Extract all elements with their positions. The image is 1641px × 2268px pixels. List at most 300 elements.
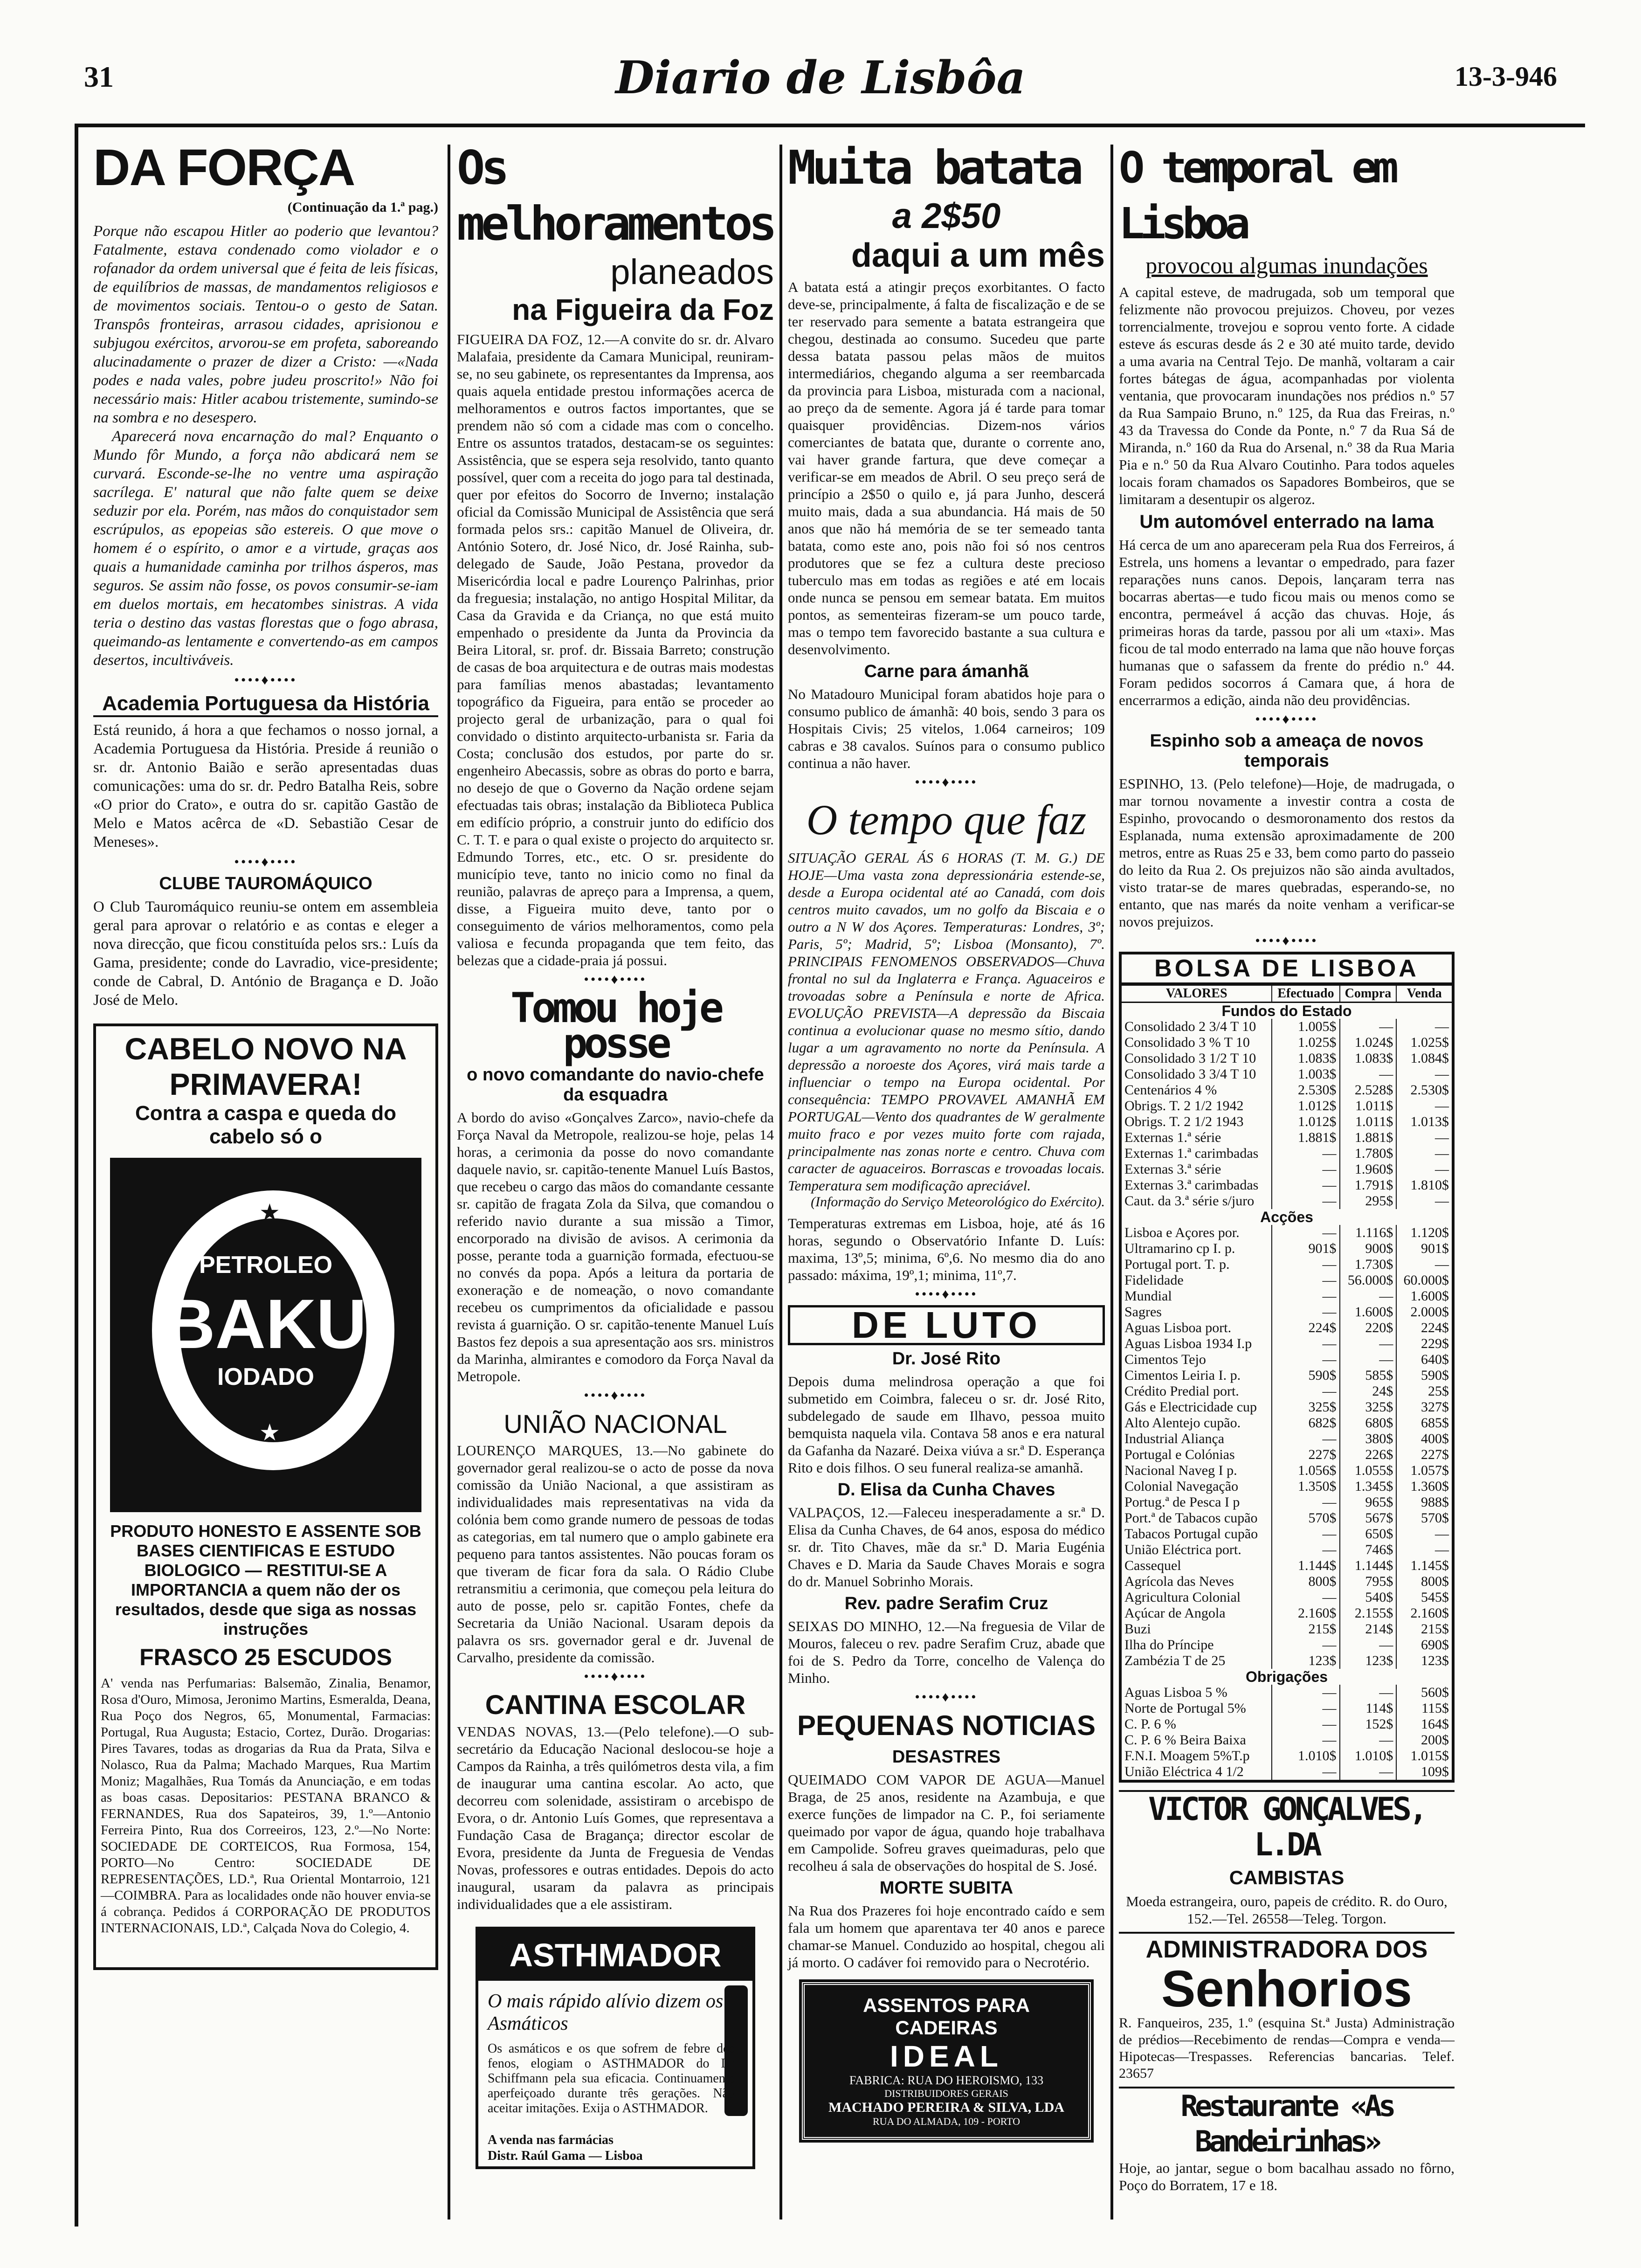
table-row: [1122, 1288, 1452, 1304]
price-cell: —: [1396, 1542, 1452, 1558]
price-cell: —: [1396, 1526, 1452, 1542]
price-cell: —: [1396, 1257, 1452, 1272]
price-cell: —: [1396, 1066, 1452, 1082]
tempo-text: SITUAÇÃO GERAL ÁS 6 HORAS (T. M. G.) DE HOJE—Uma vasta zona depressionária estende-se, desde a Europa ocidental até ao Canadá, com dois centros muito cavados, um no golfo da Biscaia e o outro a N W dos Açores. Temperaturas: Londres, 3º; Paris, 5º; Madrid, 5º; Lisboa (Monsanto), 7º. PRINCIPAIS FENOMENOS OBSERVADOS—Chuva frontal no sul da Inglaterra e França. Aguaceiros e trovoadas sobre a Península e norte de Africa. EVOLUÇÃO PREVISTA—A depressão da Biscaia continua a evolucionar quase no mesmo sítio, dando lugar a um agravamento no norte da Península. A depressão a noroeste dos Açores, virá mais tarde a influenciar o tempo na Europa ocidental. Por consequência: TEMPO PROVAVEL AMANHÃ EM PORTUGAL—Vento dos quadrantes de W geralmente muito fraco e por vezes muito forte com rajada, principalmente nas zonas norte e centro. Chuva com caracter de aguaceiros. Borrascas e trovoadas locais. Temperatura sem modificação apreciável.: [788, 850, 1105, 1194]
security-name: Ultramarino cp I. p.: [1124, 1241, 1235, 1256]
price-cell: —: [1272, 1685, 1339, 1701]
separator: ••••♦••••: [234, 672, 297, 688]
price-cell: 400$: [1396, 1431, 1452, 1447]
security-name: Externas 3.ª série: [1124, 1162, 1221, 1177]
price-cell: 795$: [1340, 1574, 1397, 1590]
price-cell: 1.025$: [1396, 1035, 1452, 1051]
price-cell: —: [1272, 1257, 1339, 1272]
price-cell: —: [1272, 1494, 1339, 1510]
adm-big: Senhorios: [1161, 1960, 1412, 2018]
adm-text: R. Fanqueiros, 235, 1.º (esquina St.ª Justa) Administração de prédios—Recebimento de rendas—Compra e venda—Hipotecas—Trespasses. Referencias bancarias. Telef. 23657: [1119, 2015, 1455, 2081]
headline-posse: Tomou hoje posse: [510, 984, 720, 1067]
price-cell: 25$: [1396, 1383, 1452, 1399]
separator: ••••♦••••: [584, 972, 647, 987]
table-row: [1122, 1716, 1452, 1732]
headline-planeados: planeados: [610, 252, 774, 292]
price-cell: 1.010$: [1340, 1748, 1397, 1764]
security-name: Portug.ª de Pesca I p: [1124, 1494, 1240, 1510]
headline-inundacoes: provocou algumas inundações: [1145, 252, 1428, 278]
price-cell: 1.025$: [1272, 1035, 1339, 1051]
security-name: União Eléctrica 4 1/2: [1124, 1764, 1244, 1779]
price-cell: 1.083$: [1340, 1051, 1397, 1066]
price-cell: 901$: [1396, 1241, 1452, 1257]
bolsa-section-title: Fundos do Estado: [1221, 1003, 1352, 1019]
ad-sale: A venda nas farmácias: [488, 2133, 614, 2147]
issue-date: 13-3-946: [1455, 61, 1557, 92]
espinho-heading: Espinho sob a ameaça de novos temporais: [1150, 731, 1424, 771]
col-header: Efectuado: [1272, 985, 1339, 1003]
column-rule: [1110, 145, 1113, 2220]
table-row: [1122, 1605, 1452, 1621]
security-name: Cimentos Leiria I. p.: [1124, 1368, 1241, 1383]
price-cell: —: [1272, 1146, 1339, 1162]
price-cell: 1.011$: [1340, 1098, 1397, 1114]
price-cell: 585$: [1340, 1368, 1397, 1383]
price-cell: 640$: [1396, 1352, 1452, 1368]
price-cell: 2.155$: [1340, 1605, 1397, 1621]
price-cell: 1.600$: [1396, 1288, 1452, 1304]
ad-price: FRASCO 25 ESCUDOS: [139, 1644, 392, 1670]
price-cell: 1.600$: [1340, 1304, 1397, 1320]
price-cell: —: [1272, 1352, 1339, 1368]
column-rule: [448, 145, 450, 2220]
academia-text: Está reunido, á hora a que fechamos o nosso jornal, a Academia Portuguesa da História. Preside á reunião o sr. dr. Antonio Baião e serão apresentadas duas comunicações: uma do sr. dr. Pedro Batalha Reis, sobre «O prior do Crato», e outra do sr. capitão Gastão de Melo e Matos acêrca de «D. Sebastião Cesar de Meneses».: [93, 722, 438, 850]
table-row: [1122, 1590, 1452, 1605]
headline-tempo: O tempo que faz: [806, 796, 1087, 844]
headline-temporal: O temporal em Lisboa: [1119, 143, 1394, 249]
table-row: [1122, 1383, 1452, 1399]
price-cell: 2.000$: [1396, 1304, 1452, 1320]
price-cell: 164$: [1396, 1716, 1452, 1732]
separator: ••••♦••••: [234, 854, 297, 870]
cantina-article: VENDAS NOVAS, 13.—(Pelo telefone).—O sub-secretário da Educação Nacional deslocou-se hoje a Campos da Rainha, a três quilómetros desta vila, a fim de inaugurar uma cantina escolar. Ao acto, que decorreu com solenidade, assistiram o arcebispo de Evora, o dr. Antonio Luís Gomes, que representava a Fundação Casa de Bragança; director escolar de Evora, presidente da Junta de Freguesia de Vendas Novas, professores e outras entidades. Depois do acto inaugural, usaram da palavra as principais individualidades que a ele assistiram.: [457, 1723, 774, 1912]
luto-sub-1: Dr. José Rito: [892, 1349, 1001, 1369]
price-cell: 224$: [1272, 1320, 1339, 1336]
senhorios-ad: [1119, 1932, 1455, 2082]
price-cell: —: [1396, 1193, 1452, 1209]
security-name: Consolidado 3 % T 10: [1124, 1035, 1250, 1050]
espinho-text: ESPINHO, 13. (Pelo telefone)—Hoje, de madrugada, o mar tornou novamente a investir contra a costa de Espinho, provocando o desmoronamento dos restos da Esplanada, numa extensão aproximadamente de 200 metros, entre as Ruas 25 e 33, bem como parto do passeio do leito da Rua 2. Os prejuizos não são ainda avultados, visto tratar-se de mares quebradas, esperando-se, no entanto, que nas marés da noite venham a verificar-se novos prejuizos.: [1119, 775, 1455, 930]
headline-uniao: UNIÃO NACIONAL: [503, 1409, 727, 1438]
security-name: Cassequel: [1124, 1558, 1181, 1573]
security-name: Sagres: [1124, 1304, 1162, 1320]
col-header: Compra: [1340, 985, 1397, 1003]
security-name: Fidelidade: [1124, 1272, 1184, 1288]
table-row: [1122, 1558, 1452, 1574]
ad-guarantee: PRODUTO HONESTO E ASSENTE SOB BASES CIENTIFICAS E ESTUDO BIOLOGICO — RESTITUI-SE A IMPORTANCIA a quem não der os resultados, desde que siga as nossas instruções: [110, 1521, 421, 1639]
price-cell: 1.003$: [1272, 1066, 1339, 1082]
security-name: Crédito Predial port.: [1124, 1383, 1239, 1399]
security-name: Gás e Electricidade cup: [1124, 1399, 1257, 1415]
price-cell: 690$: [1396, 1637, 1452, 1653]
price-cell: 327$: [1396, 1399, 1452, 1415]
price-cell: —: [1340, 1352, 1397, 1368]
carne-text: No Matadouro Municipal foram abatidos hoje para o consumo publico de ámanhã: 40 bois, sendo 3 para os Hospitais Civis; 25 vitelos, 1.064 carneiros; 109 cabras e 38 cavalos. Suínos para o consumo publico continua a não haver.: [788, 686, 1105, 771]
ad-line-6: RUA DO ALMADA, 109 - PORTO: [872, 2116, 1020, 2127]
column-3: [788, 140, 1105, 2140]
security-name: Centenários 4 %: [1124, 1082, 1217, 1098]
table-row: [1122, 1399, 1452, 1415]
price-cell: —: [1272, 1304, 1339, 1320]
batata-article: A batata está a atingir preços exorbitantes. O facto deve-se, principalmente, á falta de fiscalização e de se ter reservado para semente a batata estrangeira que chegou, destinada ao consumo. Sucedeu que parte dessa batata passou pelas mãos de muitos intermediários, chegando alguma a ser reembarcada da provincia para Lisboa, misturada com a nacional, ao preço da de semente. Agora já é tarde para tomar quaisquer providências. Dizem-nos vários comerciantes de batata que, durante o corrente ano, vai haver grande fartura, que deve começar a verificar-se em meados de Abril. O seu preço será de princípio a 2$50 o quilo e, já para Junho, descerá muito mais, dada a sua abundancia. Há mais de 50 anos que não há memória de se ter semeado tanta batata, como este ano, pois não foi só nos centros produtores que se fez a cultura deste precioso tuberculo mas em todas as regiões e até em locais onde nunca se pensou em semear batata. Em muitos pontos, as sementeiras fizeram-se um pouco tarde, mas o tempo tem favorecido bastante a sua cultura e desenvolvimento.: [788, 279, 1105, 657]
price-cell: —: [1272, 1764, 1339, 1780]
price-cell: —: [1340, 1637, 1397, 1653]
ad-line-3: FABRICA: RUA DO HEROISMO, 133: [849, 2074, 1044, 2087]
table-row: [1122, 1732, 1452, 1748]
vg-text: Moeda estrangeira, ouro, papeis de crédito. R. do Ouro, 152.—Tel. 26558—Teleg. Torgon.: [1126, 1893, 1448, 1927]
price-cell: —: [1272, 1162, 1339, 1177]
price-cell: —: [1272, 1383, 1339, 1399]
price-cell: 1.011$: [1340, 1114, 1397, 1130]
bolsa-section-row: [1122, 1669, 1452, 1685]
price-cell: 901$: [1272, 1241, 1339, 1257]
price-cell: 227$: [1396, 1447, 1452, 1463]
pn-text-2: Na Rua dos Prazeres foi hoje encontrado caído e sem fala um homem que aparentava ter 40 anos e parece chamar-se Manuel. Conduzido ao hospital, chegou ali já morto. O cadáver foi removido para o Necrotério.: [788, 1902, 1105, 1971]
security-name: Cimentos Tejo: [1124, 1352, 1206, 1367]
table-row: [1122, 1304, 1452, 1320]
headline-luto: DE LUTO: [788, 1305, 1105, 1345]
uniao-article: LOURENÇO MARQUES, 13.—No gabinete do governador geral realizou-se o acto de posse da nova comissão da União Nacional, a que assistiram as individualidades mais representativas na vida da colónia bem como grande numero de pessoas de todas as categorias, em tal numero que o amplo gabinete era pequeno para tantos assistentes. Não poucas foram os que tiveram de ficar fora da sala. O Rádio Clube retransmitiu a cerimonia, que começou pela leitura do auto de posse, pelo sr. capitão Fontes, chefe da Secretaria da União Nacional. Usaram depois da palavra os srs. governador geral e dr. Juvenal de Carvalho, presidente da comissão.: [457, 1442, 774, 1666]
posse-article: A bordo do aviso «Gonçalves Zarco», navio-chefe da Força Naval da Metropole, realizou-se hoje, pelas 14 horas, a cerimonia da posse do novo comandante daquele navio, sr. capitão-tenente Manuel Luís Bastos, que recebeu o cargo das mãos do comandante cessante sr. capitão de fragata Zola da Silva, que comandou o referido navio durante a sua missão a Timor, encorporado na divisão de avisos. A cerimonia da posse, perante toda a guarnição formada, efectuou-se no convés da popa. Após a leitura da portaria de exoneração e de nomeação, o novo comandante recebeu os cumprimentos da oficialidade e passou revista á guarnição. O sr. capitão-tenente Manuel Luís Bastos fez depois a sua apresentação aos srs. ministros da Marinha, almirantes e comodoro da Força Naval da Metropole.: [457, 1109, 774, 1384]
price-cell: 152$: [1340, 1716, 1397, 1732]
price-cell: 680$: [1340, 1415, 1397, 1431]
price-cell: 800$: [1272, 1574, 1339, 1590]
bolsa-section-row: [1122, 1003, 1452, 1019]
price-cell: 1.083$: [1272, 1051, 1339, 1066]
pn-morte: MORTE SUBITA: [879, 1878, 1014, 1898]
tempo-source: (Informação do Serviço Meteorológico do Exército).: [811, 1194, 1105, 1210]
article-text: Aparecerá nova encarnação do mal? Enquanto o Mundo fôr Mundo, a força não abdicará nem se curvará. Esconde-se-lhe no ventre uma aspiração sacrílega. E' natural que não falte quem se deixe seduzir por ela. Porém, nas mãos do conquistador sem escrúpulos, as epopeias são estereis. O que move o homem é o espírito, o amor e a virtude, graças aos quais a humanidade caminha por trilhos ásperos, mas seguros. Se assim não fosse, os povos consumir-se-iam em duelos mortais, em hecatombes sinistras. A vida teria o destino das vastas florestas que o fogo abrasa, queimando-as lentamente e convertendo-as em campos desertos, incultiváveis.: [93, 428, 438, 669]
table-row: [1122, 1764, 1452, 1780]
separator: ••••♦••••: [915, 1286, 978, 1302]
price-cell: 227$: [1272, 1447, 1339, 1463]
temporal-article: A capital esteve, de madrugada, sob um temporal que felizmente não provocou prejuizos. Choveu, por vezes torrencialmente, trovejou e soprou vento forte. A cidade esteve ás escuras desde ás 2 e 30 até muito tarde, devido a uma avaria na Central Tejo. De manhã, voltaram a cair fortes bátegas de água, acompanhadas por violenta ventania, que provocaram inundações nos prédios n.º 57 da Rua Sampaio Bruno, n.º 125, da Rua das Freiras, n.º 43 da Travessa do Conde da Ponte, n.º 7 da Rua Sá de Miranda, n.º 160 da Rua do Arsenal, n.º 38 da Rua Maria Pia e n.º 50 da Rua Alvaro Coutinho. Para todos aqueles locais foram chamados os Sapadores Bombeiros, que se limitaram a desentupir os algeroz.: [1119, 284, 1455, 507]
price-cell: 1.012$: [1272, 1098, 1339, 1114]
table-row: [1122, 1447, 1452, 1463]
headline-mes: daqui a um mês: [851, 237, 1105, 274]
price-cell: —: [1340, 1764, 1397, 1780]
col-header: Venda: [1396, 985, 1452, 1003]
price-cell: 214$: [1340, 1621, 1397, 1637]
table-row: [1122, 1653, 1452, 1669]
table-row: [1122, 1336, 1452, 1352]
baku-bottle-image: [110, 1158, 421, 1512]
security-name: Aguas Lisboa 1934 I.p: [1124, 1336, 1252, 1351]
bolsa-body: [1122, 1003, 1452, 1780]
price-cell: —: [1396, 1162, 1452, 1177]
security-name: Açúcar de Angola: [1124, 1605, 1226, 1621]
star-icon: ★: [259, 1199, 280, 1225]
ad-subhead: Contra a caspa e queda do cabelo só o: [135, 1102, 396, 1148]
posse-subhead: o novo comandante do navio-chefe da esquadra: [467, 1065, 764, 1105]
academia-heading: Academia Portuguesa da História: [93, 692, 438, 717]
security-name: Externas 3.ª carimbadas: [1124, 1177, 1259, 1193]
table-row: [1122, 1130, 1452, 1146]
price-cell: —: [1272, 1177, 1339, 1193]
price-cell: —: [1272, 1701, 1339, 1716]
asthmador-ad: [476, 1927, 755, 2169]
ad-line-4: DISTRIBUIDORES GERAIS: [884, 2088, 1008, 2099]
security-name: Consolidado 3 3/4 T 10: [1124, 1066, 1256, 1082]
ideal-chairs-ad: [802, 1982, 1091, 2140]
price-cell: 200$: [1396, 1732, 1452, 1748]
luto-text-2: VALPAÇOS, 12.—Faleceu inesperadamente a sr.ª D. Elisa da Cunha Chaves, de 64 anos, esposa do médico sr. dr. Tito Chaves, mãe da sr.ª D. Maria Eugénia Chaves e D. Maria da Saude Chaves Morais e sogra do dr. Manuel Sobrinho Morais.: [788, 1504, 1105, 1590]
security-name: Caut. da 3.ª série s/juro: [1124, 1193, 1255, 1209]
price-cell: 380$: [1340, 1431, 1397, 1447]
security-name: Obrigs. T. 2 1/2 1943: [1124, 1114, 1244, 1129]
rest-text: Hoje, ao jantar, segue o bom bacalhau assado no fôrno, Poço do Borratem, 17 e 18.: [1119, 2160, 1455, 2193]
vg-heading: VICTOR GONÇALVES, L.DA: [1148, 1791, 1425, 1863]
table-row: [1122, 1225, 1452, 1241]
luto-text-1: Depois duma melindrosa operação a que foi submetido em Coimbra, faleceu o sr. dr. José Rito, subdelegado de saude em Ilhavo, pessoa muito bemquista naquela vila. Contava 58 anos e era natural da Gafanha da Nazaré. Deixa viúva a sr.ª D. Esperança Rito e dois filhos. O seu funeral realiza-se amanhã.: [788, 1373, 1105, 1476]
automovel-text: Há cerca de um ano apareceram pela Rua dos Ferreiros, á Estrela, uns homens a levantar o empedrado, para fazer reparações nuns canos. Depois, lançaram terra nas bocarras abertas—e tudo ficou mais ou menos como se encontra, permeável á acção das chuvas. Hoje, ás primeiras horas da tarde, passou por ali um «taxi». Mas ficou de tal modo enterrado na lama que não houve forças humanas que o safassem da frente do prédio n.º 44. Foram pedidos socorros á Camara que, á hora de encerrarmos a edição, ainda não deu providências.: [1119, 537, 1455, 708]
price-cell: 56.000$: [1340, 1272, 1397, 1288]
table-row: [1122, 1494, 1452, 1510]
table-row: [1122, 1621, 1452, 1637]
security-name: Colonial Navegação: [1124, 1479, 1239, 1494]
bolsa-section-title: Acções: [1260, 1209, 1313, 1225]
vg-sub: CAMBISTAS: [1229, 1867, 1345, 1888]
price-cell: —: [1272, 1431, 1339, 1447]
headline-batata: Muita batata: [788, 140, 1080, 195]
security-name: Ilha do Príncipe: [1124, 1637, 1214, 1653]
price-cell: 325$: [1272, 1399, 1339, 1415]
table-row: [1122, 1051, 1452, 1066]
price-cell: 1.013$: [1396, 1114, 1452, 1130]
table-row: [1122, 1019, 1452, 1035]
table-row: [1122, 1748, 1452, 1764]
price-cell: 545$: [1396, 1590, 1452, 1605]
bolsa-section-title: Obrigações: [1245, 1668, 1328, 1685]
price-cell: 2.160$: [1396, 1605, 1452, 1621]
price-cell: 1.144$: [1272, 1558, 1339, 1574]
price-cell: 1.120$: [1396, 1225, 1452, 1241]
column-4: [1119, 140, 1455, 2194]
price-cell: 1.345$: [1340, 1479, 1397, 1494]
separator: ••••♦••••: [584, 1669, 647, 1684]
price-cell: 2.530$: [1396, 1082, 1452, 1098]
table-row: [1122, 1035, 1452, 1051]
price-cell: —: [1396, 1146, 1452, 1162]
price-cell: —: [1396, 1098, 1452, 1114]
price-cell: 1.791$: [1340, 1177, 1397, 1193]
price-cell: 650$: [1340, 1526, 1397, 1542]
price-cell: 229$: [1396, 1336, 1452, 1352]
price-cell: 1.144$: [1340, 1558, 1397, 1574]
masthead: [75, 51, 1566, 107]
table-row: [1122, 1162, 1452, 1177]
figueira-article: FIGUEIRA DA FOZ, 12.—A convite do sr. dr. Alvaro Malafaia, presidente da Camara Municipal, reuniram-se, no seu gabinete, os representantes da Imprensa, aos quais aquela entidade prestou informações acerca de melhoramentos e outros factos importantes, que se prendem não só com a cidade mas com o concelho. Entre os assuntos tratados, destacam-se os seguintes: Assistência, que se espera seja resolvido, tanto quanto possível, quer com a receita do jogo para tal destinada, quer por efeitos do Socorro de Inverno; instalação oficial da Comissão Municipal de Assistência que será formada pelos srs.: capitão Manuel de Oliveira, dr. António Sotero, dr. José Nico, dr. José Rainha, sub-delegado de Saude, João Pestana, provedor da Misericórdia local e padre Lourenço Palrinhas, prior da freguesia; instalação, no antigo Hospital Militar, da Casa da Gravida e da Criança, no que está muito empenhado o presidente da Junta da Provincia da Beira Litoral, sr. prof. dr. Bissaia Barreto; construção de casas de boa arquitectura e de outras mais modestas para famílias menos abastadas; levantamento topográfico da Figueira, para então se proceder ao projecto geral de urbanização, para o qual foi convidado o distinto arquitecto-urbanista sr. Faria da Costa; conclusão dos estudos, por parte do sr. engenheiro Abecassis, sobre as obras do porto e barra, no desejo de que o Governo da Nação ordene sejam efectuadas tais obras; instalação da Biblioteca Publica em edifício próprio, a construir junto do edifício dos C. T. T. e para o qual existe o projecto do arquitecto sr. Edmundo Torres, etc., etc. O sr. presidente do município teve, tanto no inicio como no final da reunião, palavras de apreço para a Imprensa, a quem, disse, a Figueira muito deve, tanto por o conseguimento de vários melhoramentos, como pela valiosa e fecunda propaganda que tem feito, das belezas que a cidade-praia já possui.: [457, 331, 774, 968]
security-name: Alto Alentejo cupão.: [1124, 1415, 1241, 1431]
price-cell: 746$: [1340, 1542, 1397, 1558]
ad-distributor: Distr. Raúl Gama — Lisboa: [488, 2149, 643, 2163]
price-cell: 590$: [1272, 1368, 1339, 1383]
table-row: [1122, 1463, 1452, 1479]
security-name: União Eléctrica port.: [1124, 1542, 1241, 1557]
price-cell: —: [1340, 1288, 1397, 1304]
price-cell: 560$: [1396, 1685, 1452, 1701]
price-cell: 1.881$: [1272, 1130, 1339, 1146]
price-cell: 570$: [1396, 1510, 1452, 1526]
ad-line-2: IDEAL: [890, 2040, 1003, 2073]
table-row: [1122, 1352, 1452, 1368]
price-cell: 965$: [1340, 1494, 1397, 1510]
price-cell: 1.810$: [1396, 1177, 1452, 1193]
table-row: [1122, 1431, 1452, 1447]
table-row: [1122, 1637, 1452, 1653]
separator: ••••♦••••: [915, 1689, 978, 1705]
bolsa-table-box: [1119, 952, 1455, 1783]
price-cell: —: [1272, 1637, 1339, 1653]
automovel-heading: Um automóvel enterrado na lama: [1139, 512, 1434, 532]
price-cell: —: [1272, 1732, 1339, 1748]
security-name: Agricultura Colonial: [1124, 1590, 1241, 1605]
price-cell: 1.055$: [1340, 1463, 1397, 1479]
star-icon: ★: [259, 1419, 280, 1445]
table-row: [1122, 1082, 1452, 1098]
table-row: [1122, 1114, 1452, 1130]
pn-desastres: DESASTRES: [892, 1747, 1001, 1767]
table-row: [1122, 1415, 1452, 1431]
price-cell: 540$: [1340, 1590, 1397, 1605]
price-cell: 295$: [1340, 1193, 1397, 1209]
security-name: Mundial: [1124, 1288, 1172, 1304]
ad-line-1: ASSENTOS PARA CADEIRAS: [863, 1994, 1030, 2039]
price-cell: 60.000$: [1396, 1272, 1452, 1288]
price-cell: 123$: [1396, 1653, 1452, 1669]
price-cell: 900$: [1340, 1241, 1397, 1257]
price-cell: —: [1272, 1288, 1339, 1304]
security-name: Portugal e Colónias: [1124, 1447, 1235, 1462]
price-cell: 114$: [1340, 1701, 1397, 1716]
brand-line-2: BAKU: [165, 1285, 367, 1363]
ad-title: ASTHMADOR: [478, 1929, 752, 1981]
price-cell: 123$: [1340, 1653, 1397, 1669]
ad-text: Os asmáticos e os que sofrem de febre dos fenos, elogiam o ASTHMADOR do Dr Schiffmann pela sua eficacia. Continuamente aperfeiçoado durante três gerações. Não aceitar imitações. Exija o ASTHMADOR.: [488, 2041, 735, 2116]
headline-cantina: CANTINA ESCOLAR: [485, 1690, 746, 1720]
brand-line-1: PETROLEO: [199, 1252, 333, 1279]
price-cell: 800$: [1396, 1574, 1452, 1590]
ad-slogan: O mais rápido alívio dizem os Asmáticos: [488, 1991, 724, 2034]
price-cell: —: [1340, 1019, 1397, 1035]
table-row: [1122, 1701, 1452, 1716]
ad-line-5: MACHADO PEREIRA & SILVA, LDA: [828, 2100, 1064, 2115]
table-row: [1122, 1193, 1452, 1209]
security-name: Nacional Naveg I p.: [1124, 1463, 1237, 1478]
victor-goncalves-ad: [1119, 1790, 1455, 1927]
price-cell: 1.730$: [1340, 1257, 1397, 1272]
article-text: Porque não escapou Hitler ao poderio que levantou? Fatalmente, estava condenado como violador e o rofanador da ordem universal que é feita de leis físicas, de equilíbrios de massas, de mandamentos religiosos e de movimentos sociais. Tentou-o o gesto de Satan. Transpôs fronteiras, arrasou cidades, aprisionou e subjugou exércitos, arvorou-se em profeta, saboreando alucinadamente o prazer de dizer a Cristo: —«Nada podes e nada vales, pobre judeu proscrito!» Não foi necessário mais: Hitler acabou tristemente, sumindo-se na sombra e no desespero.: [93, 223, 438, 426]
price-cell: 24$: [1340, 1383, 1397, 1399]
price-cell: 215$: [1272, 1621, 1339, 1637]
security-name: Aguas Lisboa port.: [1124, 1320, 1232, 1335]
price-cell: —: [1340, 1066, 1397, 1082]
price-cell: 1.057$: [1396, 1463, 1452, 1479]
brand-line-3: IODADO: [217, 1363, 314, 1390]
separator: ••••♦••••: [1255, 712, 1318, 727]
ad-headline: CABELO NOVO NA PRIMAVERA!: [124, 1031, 407, 1101]
bolsa-heading: BOLSA DE LISBOA: [1122, 954, 1452, 984]
price-cell: 570$: [1272, 1510, 1339, 1526]
security-name: Lisboa e Açores por.: [1124, 1225, 1240, 1240]
tempo-temperatures: Temperaturas extremas em Lisboa, hoje, até ás 16 horas, segundo o Observatório Infante D. Luís: maxima, 13º,5; minima, 6º,6. No mesmo dia do ano passado: máxima, 19º,1; minima, 11º,7.: [788, 1215, 1105, 1283]
price-cell: 224$: [1396, 1320, 1452, 1336]
price-cell: —: [1272, 1590, 1339, 1605]
price-cell: 682$: [1272, 1415, 1339, 1431]
security-name: Consolidado 2 3/4 T 10: [1124, 1019, 1256, 1034]
restaurante-ad: [1119, 2087, 1455, 2194]
page-number: 31: [84, 60, 114, 93]
table-row: [1122, 1685, 1452, 1701]
security-name: Externas 1.ª carimbadas: [1124, 1146, 1259, 1161]
table-row: [1122, 1510, 1452, 1526]
price-cell: 226$: [1340, 1447, 1397, 1463]
price-cell: 2.528$: [1340, 1082, 1397, 1098]
price-cell: —: [1340, 1336, 1397, 1352]
clube-text: O Club Tauromáquico reuniu-se ontem em assembleia geral para aprovar o relatório e as contas e eleger a nova direcção, que ficou constituída pelos srs.: Luís da Gama, presidente; conde do Lavradio, vice-presidente; conde de Cabral, D. António de Bragança e D. João José de Melo.: [93, 899, 438, 1009]
price-cell: 1.010$: [1272, 1748, 1339, 1764]
price-cell: 115$: [1396, 1701, 1452, 1716]
price-cell: —: [1272, 1542, 1339, 1558]
table-row: [1122, 1542, 1452, 1558]
luto-sub-3: Rev. padre Serafim Cruz: [844, 1594, 1048, 1613]
security-name: Externas 1.ª série: [1124, 1130, 1221, 1145]
security-name: Agrícola das Neves: [1124, 1574, 1234, 1589]
bolsa-section-row: [1122, 1209, 1452, 1225]
security-name: Consolidado 3 1/2 T 10: [1124, 1051, 1256, 1066]
price-cell: —: [1340, 1685, 1397, 1701]
table-row: [1122, 1098, 1452, 1114]
table-row: [1122, 1574, 1452, 1590]
table-row: [1122, 1479, 1452, 1494]
price-cell: —: [1340, 1732, 1397, 1748]
price-cell: 1.015$: [1396, 1748, 1452, 1764]
table-row: [1122, 1272, 1452, 1288]
ad-vendors: A' venda nas Perfumarias: Balsemão, Zinalia, Benamor, Rosa d'Ouro, Mimosa, Jeronimo Martins, Esmeralda, Deana, Rua Poço dos Negros, 65, Monumental, Farmacias: Portugal, Rua Augusta; Estacio, Cortez, Durão. Drogarias: Pires Tavares, todas as drogarias da Rua da Prata, Silva e Nolasco, Rua da Palma; Machado Marques, Rua Martim Moniz; Magalhães, Rua Tomás da Anunciação, e em todas as boas casas. Depositarios: PESTANA BRANCO & FERNANDES, Rua dos Sapateiros, 39, 1.º—Antonio Ferreira Pinto, Rua dos Correeiros, 123, 2.º—No Norte: SOCIEDADE DE CORTEICOS, Rua Formosa, 154, PORTO—No Centro: SOCIEDADE DE REPRESENTAÇÕES, LD.ª, Rua Oriental Montarroio, 121—COIMBRA. Para as localidades onde não houver envia-se á cobrança. Pedidos á CORPORAÇÃO DE PRODUTOS INTERNACIONAIS, LD.ª, Calçada Nova do Colegio, 4.: [101, 1676, 431, 1936]
continuation-note: (Continuação da 1.ª pag.): [287, 200, 438, 215]
table-row: [1122, 1241, 1452, 1257]
security-name: Industrial Aliança: [1124, 1431, 1225, 1446]
security-name: Norte de Portugal 5%: [1124, 1701, 1246, 1716]
price-cell: 590$: [1396, 1368, 1452, 1383]
column-rule: [779, 145, 782, 2220]
price-cell: 1.881$: [1340, 1130, 1397, 1146]
price-cell: 1.780$: [1340, 1146, 1397, 1162]
luto-text-3: SEIXAS DO MINHO, 12.—Na freguesia de Vilar de Mouros, faleceu o rev. padre Serafim Cruz, abade que foi de S. Pedro da Torre, concelho de Valença do Minho.: [788, 1618, 1105, 1686]
price-cell: 1.084$: [1396, 1051, 1452, 1066]
price-cell: 1.960$: [1340, 1162, 1397, 1177]
carne-heading: Carne para ámanhã: [864, 662, 1029, 681]
price-cell: —: [1396, 1130, 1452, 1146]
column-1: [93, 140, 438, 1970]
security-name: Portugal port. T. p.: [1124, 1257, 1230, 1272]
headline-melhoramentos: Os melhoramentos: [457, 140, 773, 251]
price-cell: 1.360$: [1396, 1479, 1452, 1494]
bolsa-header-row: [1122, 985, 1452, 1003]
headline-preco: a 2$50: [892, 196, 1001, 236]
table-row: [1122, 1526, 1452, 1542]
clube-heading: CLUBE TAUROMÁQUICO: [159, 874, 372, 893]
separator: ••••♦••••: [1255, 933, 1318, 948]
security-name: Aguas Lisboa 5 %: [1124, 1685, 1227, 1700]
table-row: [1122, 1257, 1452, 1272]
price-cell: 1.116$: [1340, 1225, 1397, 1241]
